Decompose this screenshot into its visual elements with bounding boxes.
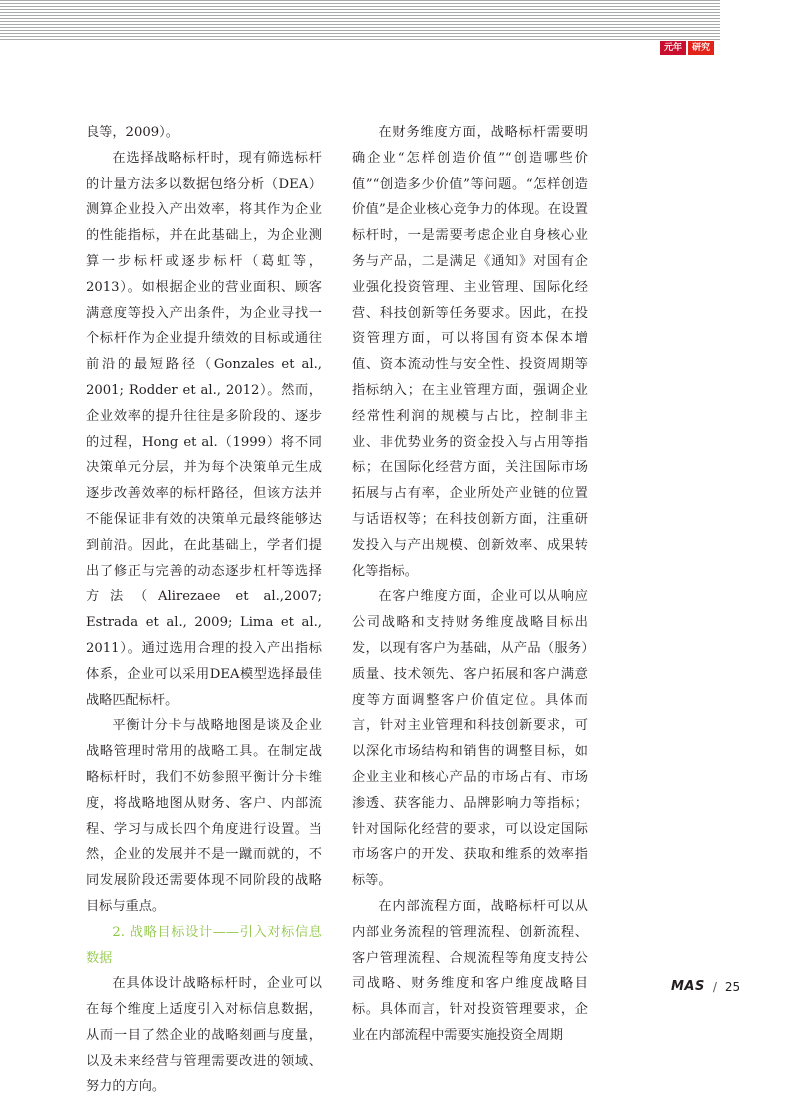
left-paragraph-2: 在选择战略标杆时，现有筛选标杆的计量方法多以数据包络分析（DEA）测算企业投入产出效率，将其作为企业的性能指标，并在此基础上，为企业测算一步标杆或逐步标杆（葛虹等，2013）。如根据企业的营业面积、顾客满意度等投入产出条件，为企业寻找一个标杆作为企业提升绩效的目标或通往前沿的最短路径（Gonzales et al., 2001; Rodder et al., 2012）。然而，企业效率的提升往往是多阶段的、逐步的过程，Hong et al.（1999）将不同决策单元分层，并为每个决策单元生成逐步改善效率的标杆路径，但该方法并不能保证非有效的决策单元最终能够达到前沿。因此，在此基础上，学者们提出了修正与完善的动态逐步杠杆等选择方法（Alirezaee et al.,2007; Estrada et al., 2009; Lima et al., 2011）。通过选用合理的投入产出指标体系，企业可以采用DEA模型选择最佳战略匹配标杆。	[86, 150, 322, 708]
header-stripes	[0, 0, 720, 40]
right-paragraph-3: 在内部流程方面，战略标杆可以从内部业务流程的管理流程、创新流程、客户管理流程、合规流程等角度支持公司战略、财务维度和客户维度战略目标。具体而言，针对投资管理要求，企业在内部流程中需要实施投资全周期	[352, 898, 588, 1043]
section-tag-right: 研究	[688, 41, 714, 55]
left-paragraph-1: 良等，2009）。	[86, 125, 179, 140]
right-column	[352, 120, 588, 1049]
right-paragraph-1: 在财务维度方面，战略标杆需要明确企业“怎样创造价值”“创造哪些价值”“创造多少价值”等问题。“怎样创造价值”是企业核心竞争力的体现。在设置标杆时，一是需要考虑企业自身核心业务与产品，二是满足《通知》对国有企业强化投资管理、主业管理、国际化经营、科技创新等任务要求。因此，在投资管理方面，可以将国有资本保本增值、资本流动性与安全性、投资周期等指标纳入；在主业管理方面，强调企业经常性利润的规模与占比，控制非主业、非优势业务的资金投入与占用等指标；在国际化经营方面，关注国际市场拓展与占有率，企业所处产业链的位置与话语权等；在科技创新方面，注重研发投入与产出规模、创新效率、成果转化等指标。	[352, 125, 588, 579]
journal-logo: MAS	[671, 979, 705, 994]
left-column	[86, 120, 322, 1100]
right-paragraph-2: 在客户维度方面，企业可以从响应公司战略和支持财务维度战略目标出发，以现有客户为基础，从产品（服务）质量、技术领先、客户拓展和客户满意度等方面调整客户价值定位。具体而言，针对主业管理和科技创新要求，可以深化市场结构和销售的调整目标，如企业主业和核心产品的市场占有、市场渗透、获客能力、品牌影响力等指标；针对国际化经营的要求，可以设定国际市场客户的开发、获取和维系的效率指标等。	[352, 589, 588, 889]
section-tag	[660, 41, 714, 55]
footer-separator: /	[712, 979, 717, 994]
page-number: 25	[724, 979, 741, 994]
page-footer	[671, 979, 740, 994]
left-paragraph-4: 在具体设计战略标杆时，企业可以在每个维度上适度引入对标信息数据，从而一目了然企业的战略刻画与度量，以及未来经营与管理需要改进的领域、努力的方向。	[86, 976, 322, 1095]
section-heading: 2. 战略目标设计——引入对标信息数据	[86, 924, 322, 966]
left-paragraph-3: 平衡计分卡与战略地图是谈及企业战略管理时常用的战略工具。在制定战略标杆时，我们不妨参照平衡计分卡维度，将战略地图从财务、客户、内部流程、学习与成长四个角度进行设置。当然，企业的发展并不是一蹴而就的，不同发展阶段还需要体现不同阶段的战略目标与重点。	[86, 718, 322, 914]
section-tag-left: 元年	[660, 41, 686, 55]
